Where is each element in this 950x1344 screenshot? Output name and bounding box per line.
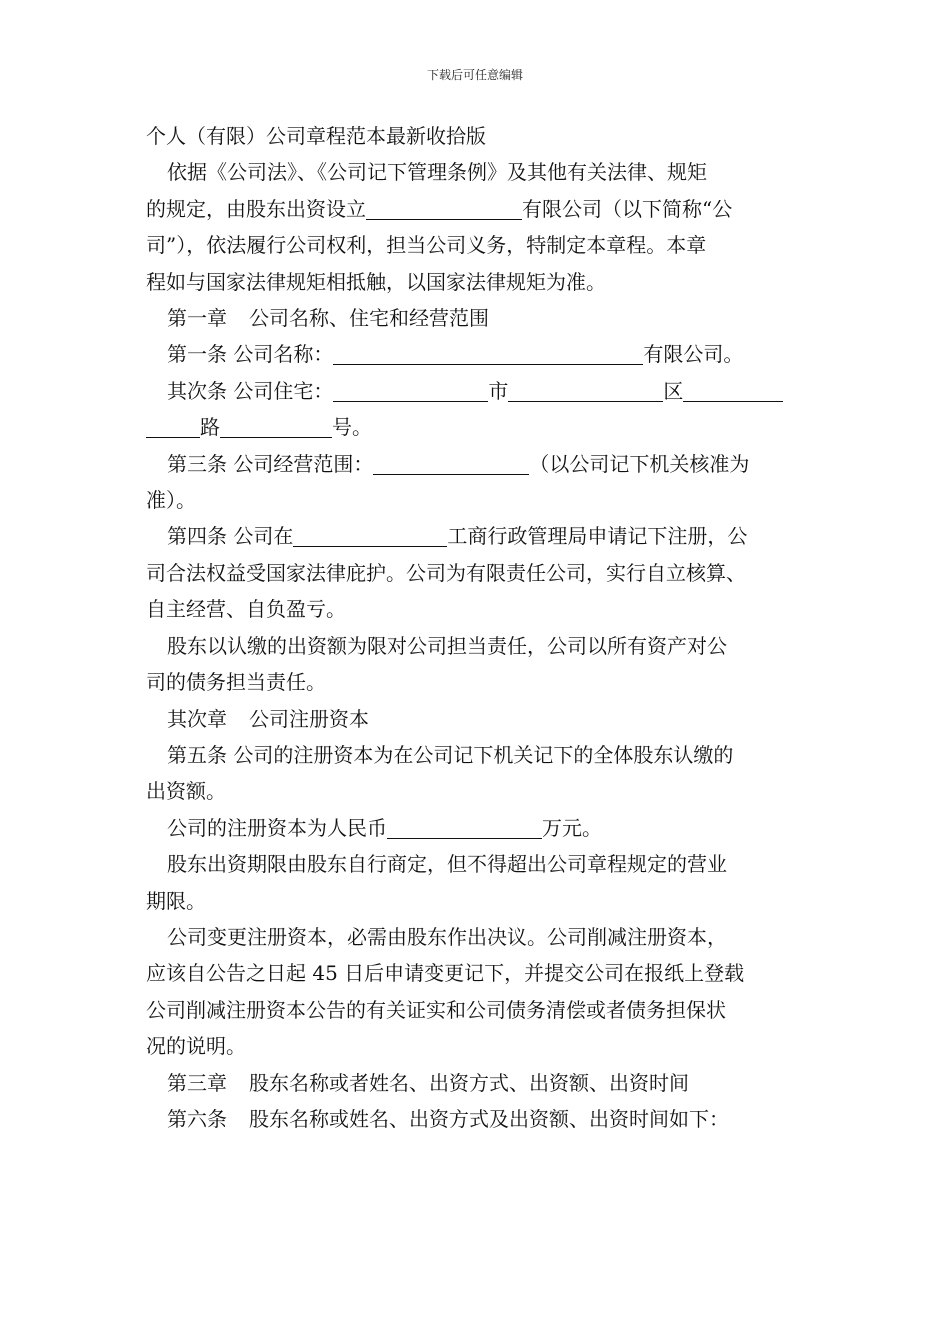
page-header: 下载后可任意编辑 [426, 68, 523, 82]
paragraph-line: 公司削减注册资本公告的有关证实和公司债务清偿或者债务担保状 [146, 997, 726, 1022]
article-line: 第五条 公司的注册资本为在公司记下机关记下的全体股东认缴的 [167, 742, 734, 767]
article-line: 出资额。 [146, 779, 226, 804]
article-line: 第一条 公司名称： 有限公司。 [146, 336, 822, 372]
fill-blank[interactable] [683, 375, 783, 402]
chapter-heading: 第一章 公司名称、住宅和经营范围 [167, 306, 489, 331]
article-line: 第六条 股东名称或姓名、出资方式及出资额、出资时间如下： [167, 1106, 729, 1131]
paragraph-line: 股东以认缴的出资额为限对公司担当责任，公司以所有资产对公 [167, 633, 727, 658]
paragraph-line: 公司变更注册资本，必需由股东作出决议。公司削减注册资本， [167, 924, 727, 949]
paragraph-line: 期限。 [146, 888, 206, 913]
chapter-heading: 第三章 股东名称或者姓名、出资方式、出资额、出资时间 [167, 1070, 689, 1095]
fill-blank[interactable] [293, 520, 447, 547]
article-line: 准）。 [146, 488, 196, 513]
intro-line: 依据《公司法》、《公司记下管理条例》及其他有关法律、规矩 [167, 160, 707, 185]
fill-blank[interactable] [333, 338, 643, 365]
paragraph-line: 股东出资期限由股东自行商定，但不得超出公司章程规定的营业 [167, 852, 727, 877]
paragraph-line: 况的说明。 [146, 1034, 246, 1059]
fill-blank[interactable] [373, 448, 529, 475]
fill-blank[interactable] [366, 193, 522, 220]
article-line: 司合法权益受国家法律庇护。公司为有限责任公司，实行自立核算、 [146, 560, 746, 585]
fill-blank[interactable] [146, 411, 200, 438]
chapter-heading: 其次章 公司注册资本 [167, 706, 369, 731]
paragraph-line: 应该自公告之日起 45 日后申请变更记下，并提交公司在报纸上登载 [146, 961, 745, 986]
article-line: 路 号。 [146, 409, 822, 445]
article-line: 第三条 公司经营范围： （以公司记下机关核准为 [146, 446, 822, 482]
article-line: 第四条 公司在 工商行政管理局申请记下注册，公 [146, 518, 822, 554]
fill-blank[interactable] [508, 375, 663, 402]
intro-line: 的规定，由股东出资设立 有限公司（以下简称“公 [146, 191, 822, 227]
document-title: 个人（有限）公司章程范本最新收拾版 [146, 124, 486, 148]
article-line: 其次条 公司住宅： 市 区 [146, 373, 822, 409]
article-line: 自主经营、自负盈亏。 [146, 597, 346, 622]
paragraph-line: 司的债务担当责任。 [146, 670, 326, 695]
intro-line: 程如与国家法律规矩相抵触，以国家法律规矩为准。 [146, 269, 606, 294]
fill-blank[interactable] [220, 411, 332, 438]
paragraph-line: 公司的注册资本为人民币 万元。 [146, 810, 822, 846]
document-body [146, 118, 822, 1137]
fill-blank[interactable] [333, 375, 488, 402]
intro-line: 司”），依法履行公司权利，担当公司义务，特制定本章程。本章 [146, 233, 707, 258]
fill-blank[interactable] [387, 812, 542, 839]
